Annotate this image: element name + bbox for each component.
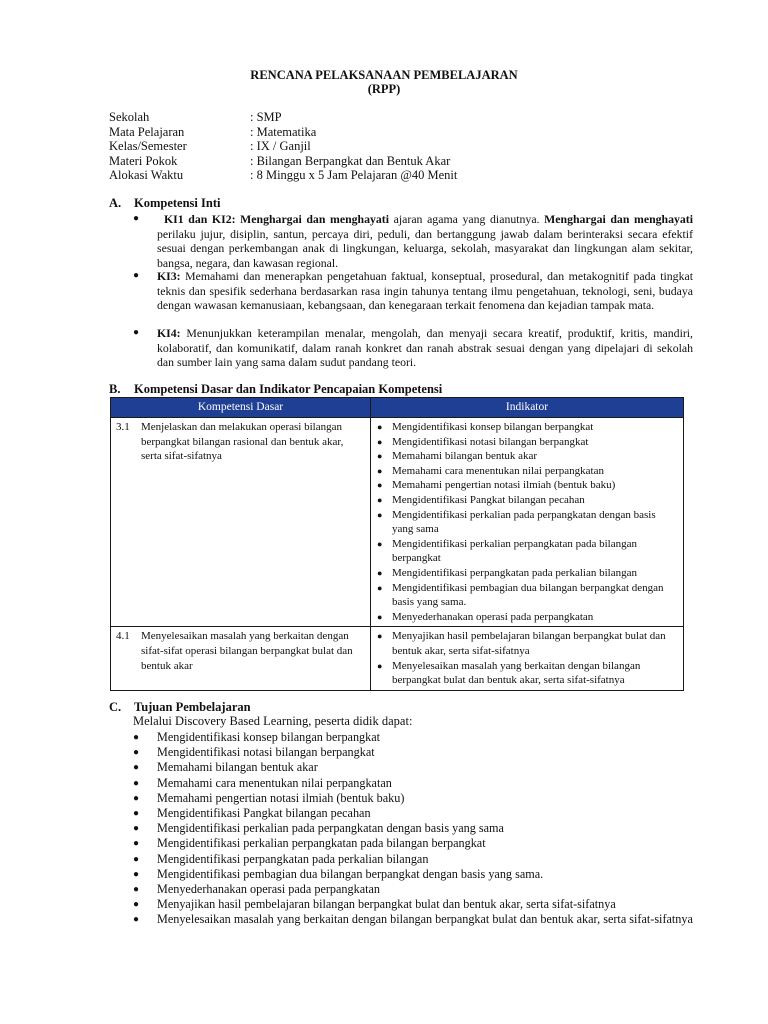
bullet-icon: ● <box>377 582 383 593</box>
objective-text: Mengidentifikasi konsep bilangan berpangkat <box>157 730 381 744</box>
objective-text: Mengidentifikasi perkalian perpangkatan pada bilangan berpangkat <box>157 836 486 851</box>
indicator-item <box>376 435 679 450</box>
kd-cell <box>111 418 371 627</box>
objective-text: Mengidentifikasi pembagian dua bilangan berpangkat dengan basis yang sama. <box>157 866 544 881</box>
kd-text: Menjelaskan dan melakukan operasi bilangan berpangkat bilangan rasional dan bentuk akar, serta sifat-sifatnya <box>141 421 344 463</box>
bullet-icon: ● <box>133 747 140 759</box>
indicator-item <box>376 566 679 581</box>
objective-text: Mengidentifikasi notasi bilangan berpangkat <box>157 745 375 760</box>
bullet-icon: ● <box>133 327 140 338</box>
indicator-item <box>376 464 679 479</box>
column-header-indikator: Indikator <box>371 398 684 418</box>
objective-text: Menyajikan hasil pembelajaran bilangan berpangkat bulat dan bentuk akar, serta sifat-sifatnya <box>157 897 616 912</box>
competency-table <box>110 397 684 691</box>
bullet-icon: ● <box>133 762 140 774</box>
indicator-text: Mengidentifikasi perkalian pada perpangkatan dengan basis yang sama <box>392 508 656 536</box>
indicator-text: Menyajikan hasil pembelajaran bilangan berpangkat bulat dan bentuk akar, serta sifat-sifatnya <box>392 630 666 657</box>
identity-label: Mata Pelajaran <box>109 124 185 139</box>
section-title: Tujuan Pembelajaran <box>134 700 251 714</box>
ki12-lead: KI1 dan KI2: Menghargai dan menghayati <box>164 212 390 226</box>
indicator-text: Memahami cara menentukan nilai perpangkatan <box>392 464 604 477</box>
bullet-icon: ● <box>133 270 140 281</box>
bullet-icon: ● <box>377 509 383 520</box>
list-item <box>133 897 693 912</box>
ki3-lead: KI3: <box>157 269 181 283</box>
identity-label: Alokasi Waktu <box>109 168 184 183</box>
bullet-icon: ● <box>377 631 383 642</box>
ki3-paragraph <box>157 269 693 313</box>
table-header-row <box>111 398 684 418</box>
bullet-icon: ● <box>133 899 140 911</box>
bullet-icon: ● <box>133 914 140 926</box>
indicator-text: Mengidentifikasi konsep bilangan berpangkat <box>392 421 594 433</box>
indicator-text: Mengidentifikasi pembagian dua bilangan berpangkat dengan basis yang sama. <box>392 581 664 609</box>
ki4-rest: Menunjukkan keterampilan menalar, mengolah, dan menyaji secara kreatif, produktif, kritis, mandiri, kolaboratif, dan komunikatif, dalam ranah konkret dan ranah abstrak sesuai dengan yang dipelajari di sekolah dan sumber lain yang sama dalam sudut pandang teori. <box>157 326 693 370</box>
document-subtitle: (RPP) <box>367 82 401 96</box>
table-row <box>111 627 684 690</box>
bullet-icon: ● <box>377 465 383 476</box>
kd-cell <box>111 627 371 690</box>
bullet-icon: ● <box>133 868 140 880</box>
indicator-item <box>376 508 679 537</box>
indicator-item <box>376 610 679 625</box>
bullet-icon: ● <box>377 480 383 491</box>
bullet-icon: ● <box>377 436 383 447</box>
ki3-rest: Memahami dan menerapkan pengetahuan faktual, konseptual, prosedural, dan metakognitif pada tingkat teknis dan spesifik sederhana berdasarkan rasa ingin tahunya tentang ilmu pengetahuan, teknologi, seni, budaya dengan wawasan kemanusiaan, kebangsaan, dan kenegaraan terkait fenomena dan kejadian tampak mata. <box>157 269 693 313</box>
indicator-text: Memahami bilangan bentuk akar <box>392 450 538 463</box>
objective-text: Memahami bilangan bentuk akar <box>157 760 318 775</box>
table-row <box>111 418 684 627</box>
list-item <box>133 760 693 775</box>
objective-text: Mengidentifikasi Pangkat bilangan pecahan <box>157 806 371 821</box>
ki12-paragraph <box>157 212 693 270</box>
identity-label: Sekolah <box>109 110 150 124</box>
bullet-icon: ● <box>377 567 383 578</box>
indicator-item <box>376 493 679 508</box>
bullet-icon: ● <box>377 538 383 549</box>
list-item <box>133 730 693 745</box>
ki4-paragraph <box>157 326 693 370</box>
indicator-cell <box>371 418 684 627</box>
list-item <box>133 867 693 882</box>
list-item <box>133 912 693 927</box>
indicator-cell <box>371 627 684 690</box>
indicator-text: Menyelesaikan masalah yang berkaitan dengan bilangan berpangkat bulat dan bentuk akar, serta sifat-sifatnya <box>392 659 641 687</box>
indicator-list <box>371 627 683 689</box>
indicator-text: Memahami pengertian notasi ilmiah (bentuk baku) <box>392 479 616 492</box>
bullet-icon: ● <box>377 660 383 671</box>
kd-number: 3.1 <box>116 421 130 433</box>
list-item <box>133 882 693 897</box>
objective-text: Menyelesaikan masalah yang berkaitan dengan bilangan berpangkat bulat dan bentuk akar, serta sifat-sifatnya <box>157 912 693 927</box>
indicator-item <box>376 449 679 464</box>
indicator-text: Mengidentifikasi notasi bilangan berpangkat <box>392 435 589 448</box>
list-item <box>133 836 693 851</box>
list-item <box>133 791 693 806</box>
indicator-item <box>376 420 679 435</box>
kd-number: 4.1 <box>116 630 130 643</box>
indicator-text: Mengidentifikasi perkalian perpangkatan pada bilangan berpangkat <box>392 537 637 565</box>
bullet-icon: ● <box>133 213 140 224</box>
identity-value: : SMP <box>250 110 282 124</box>
identity-label: Kelas/Semester <box>109 139 187 154</box>
bullet-icon: ● <box>133 823 140 835</box>
list-item <box>133 821 693 836</box>
identity-value: : Bilangan Berpangkat dan Bentuk Akar <box>250 153 451 168</box>
objective-text: Memahami pengertian notasi ilmiah (bentuk baku) <box>157 790 405 805</box>
indicator-text: Mengidentifikasi Pangkat bilangan pecahan <box>392 493 585 506</box>
indicator-text: Menyederhanakan operasi pada perpangkatan <box>392 610 594 623</box>
ki4-lead: KI4: <box>157 326 181 340</box>
bullet-icon: ● <box>133 808 140 820</box>
section-title: Kompetensi Inti <box>134 196 221 210</box>
identity-value: : Matematika <box>250 124 317 139</box>
section-title: Kompetensi Dasar dan Indikator Pencapaian Kompetensi <box>134 382 443 396</box>
ki12-mid: ajaran agama yang dianutnya. <box>389 212 545 226</box>
list-item <box>133 852 693 867</box>
bullet-icon: ● <box>133 838 140 850</box>
bullet-icon: ● <box>133 777 140 789</box>
indicator-item <box>376 581 679 610</box>
bullet-icon: ● <box>133 853 140 865</box>
objective-text: Menyederhanakan operasi pada perpangkatan <box>157 882 380 897</box>
indicator-item <box>376 629 679 658</box>
indicator-list <box>371 418 683 626</box>
identity-value: : 8 Minggu x 5 Jam Pelajaran @40 Menit <box>250 168 458 183</box>
bullet-icon: ● <box>133 732 140 743</box>
identity-label: Materi Pokok <box>109 153 178 168</box>
indicator-item <box>376 478 679 493</box>
list-item <box>133 745 693 760</box>
section-letter: A. <box>109 196 122 210</box>
objective-text: Mengidentifikasi perpangkatan pada perkalian bilangan <box>157 851 429 866</box>
list-item <box>133 776 693 791</box>
kd-text: Menyelesaikan masalah yang berkaitan dengan sifat-sifat operasi bilangan berpangkat bulat dan bentuk akar <box>141 630 353 672</box>
bullet-icon: ● <box>377 422 383 432</box>
identity-value: : IX / Ganjil <box>250 139 311 154</box>
bullet-icon: ● <box>377 611 383 622</box>
indicator-text: Mengidentifikasi perpangkatan pada perkalian bilangan <box>392 566 637 579</box>
bullet-icon: ● <box>377 494 383 505</box>
bullet-icon: ● <box>133 792 140 804</box>
ki12-rest: perilaku jujur, disiplin, santun, percaya diri, peduli, dan bertanggung jawab dalam berinteraksi secara efektif sesuai dengan perkembangan anak di lingkungan, keluarga, sekolah, masyarakat dan lingkungan alam sekitar, bangsa, negara, dan kawasan regional. <box>157 226 693 270</box>
section-letter: B. <box>109 382 121 396</box>
objective-text: Memahami cara menentukan nilai perpangkatan <box>157 775 392 790</box>
indicator-item <box>376 537 679 566</box>
objectives-intro: Melalui Discovery Based Learning, peserta didik dapat: <box>133 714 413 728</box>
objectives-list <box>133 730 693 928</box>
document-title: RENCANA PELAKSANAAN PEMBELAJARAN <box>250 68 518 82</box>
objective-text: Mengidentifikasi perkalian pada perpangkatan dengan basis yang sama <box>157 821 504 836</box>
list-item <box>133 806 693 821</box>
section-letter: C. <box>109 700 122 714</box>
column-header-kompetensi-dasar: Kompetensi Dasar <box>111 398 371 418</box>
bullet-icon: ● <box>133 884 140 896</box>
ki12-bold: Menghargai dan menghayati <box>544 212 693 226</box>
indicator-item <box>376 659 679 688</box>
bullet-icon: ● <box>377 451 383 462</box>
